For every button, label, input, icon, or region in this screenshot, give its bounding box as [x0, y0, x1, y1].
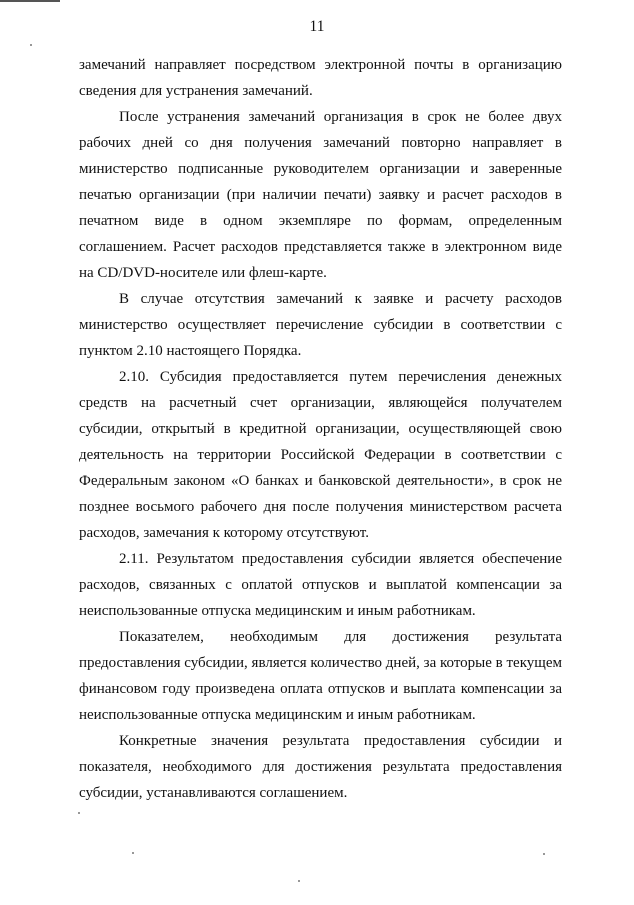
text-line: Показателем, необходимым для достижения результата [119, 629, 562, 645]
text-line: Конкретные значения результата предоставления субсидии и [119, 733, 562, 749]
text-line: неиспользованные отпуска медицинским и иным работникам. [79, 707, 476, 723]
paragraph [79, 728, 562, 806]
text-line: После устранения замечаний организация в срок не более двух [119, 109, 562, 125]
document-body [79, 52, 562, 806]
text-line: деятельность на территории Российской Федерации в соответствии с [79, 447, 562, 463]
text-line: субсидии, устанавливаются соглашением. [79, 785, 348, 801]
text-line: В случае отсутствия замечаний к заявке и расчету расходов [119, 291, 562, 307]
text-line: расходов, связанных с оплатой отпусков и выплатой компенсации за [79, 577, 562, 593]
text-line: министерство осуществляет перечисление субсидии в соответствии с [79, 317, 562, 333]
text-line: печатью организации (при наличии печати) заявку и расчет расходов в [79, 187, 562, 203]
text-line: сведения для устранения замечаний. [79, 83, 313, 99]
text-line: рабочих дней со дня получения замечаний повторно направляет в [79, 135, 562, 151]
text-line: соглашением. Расчет расходов представляется также в электронном виде [79, 239, 562, 255]
paragraph [79, 624, 562, 728]
text-line: финансовом году произведена оплата отпусков и выплата компенсации за [79, 681, 562, 697]
paragraph [79, 104, 562, 286]
scan-speck [543, 853, 545, 855]
text-line: замечаний направляет посредством электронной почты в организацию [79, 57, 562, 73]
paragraph [79, 52, 562, 104]
text-line: министерство подписанные руководителем организации и заверенные [79, 161, 562, 177]
text-line: неиспользованные отпуска медицинским и иным работникам. [79, 603, 476, 619]
text-line: Федеральным законом «О банках и банковской деятельности», в срок не [79, 473, 562, 489]
text-line: расходов, замечания к которому отсутствуют. [79, 525, 369, 541]
text-line: показателя, необходимого для достижения результата предоставления [79, 759, 562, 775]
text-line: субсидии, открытый в кредитной организации, осуществляющей свою [79, 421, 562, 437]
paragraph [79, 364, 562, 546]
text-line: позднее восьмого рабочего дня после получения министерством расчета [79, 499, 562, 515]
text-line: на CD/DVD-носителе или флеш-карте. [79, 265, 327, 281]
scan-speck [298, 880, 300, 882]
text-line: пунктом 2.10 настоящего Порядка. [79, 343, 302, 359]
text-line: печатном виде в одном экземпляре по формам, определенным [79, 213, 562, 229]
scan-speck [78, 812, 80, 814]
text-line: 2.11. Результатом предоставления субсидии является обеспечение [119, 551, 562, 567]
text-line: предоставления субсидии, является количество дней, за которые в текущем [79, 655, 562, 671]
scan-speck [30, 44, 32, 46]
scan-edge-mark [0, 0, 60, 2]
paragraph [79, 286, 562, 364]
page-number: 11 [309, 18, 325, 35]
scan-speck [132, 852, 134, 854]
text-line: средств на расчетный счет организации, являющейся получателем [79, 395, 562, 411]
text-line: 2.10. Субсидия предоставляется путем перечисления денежных [119, 369, 562, 385]
paragraph [79, 546, 562, 624]
